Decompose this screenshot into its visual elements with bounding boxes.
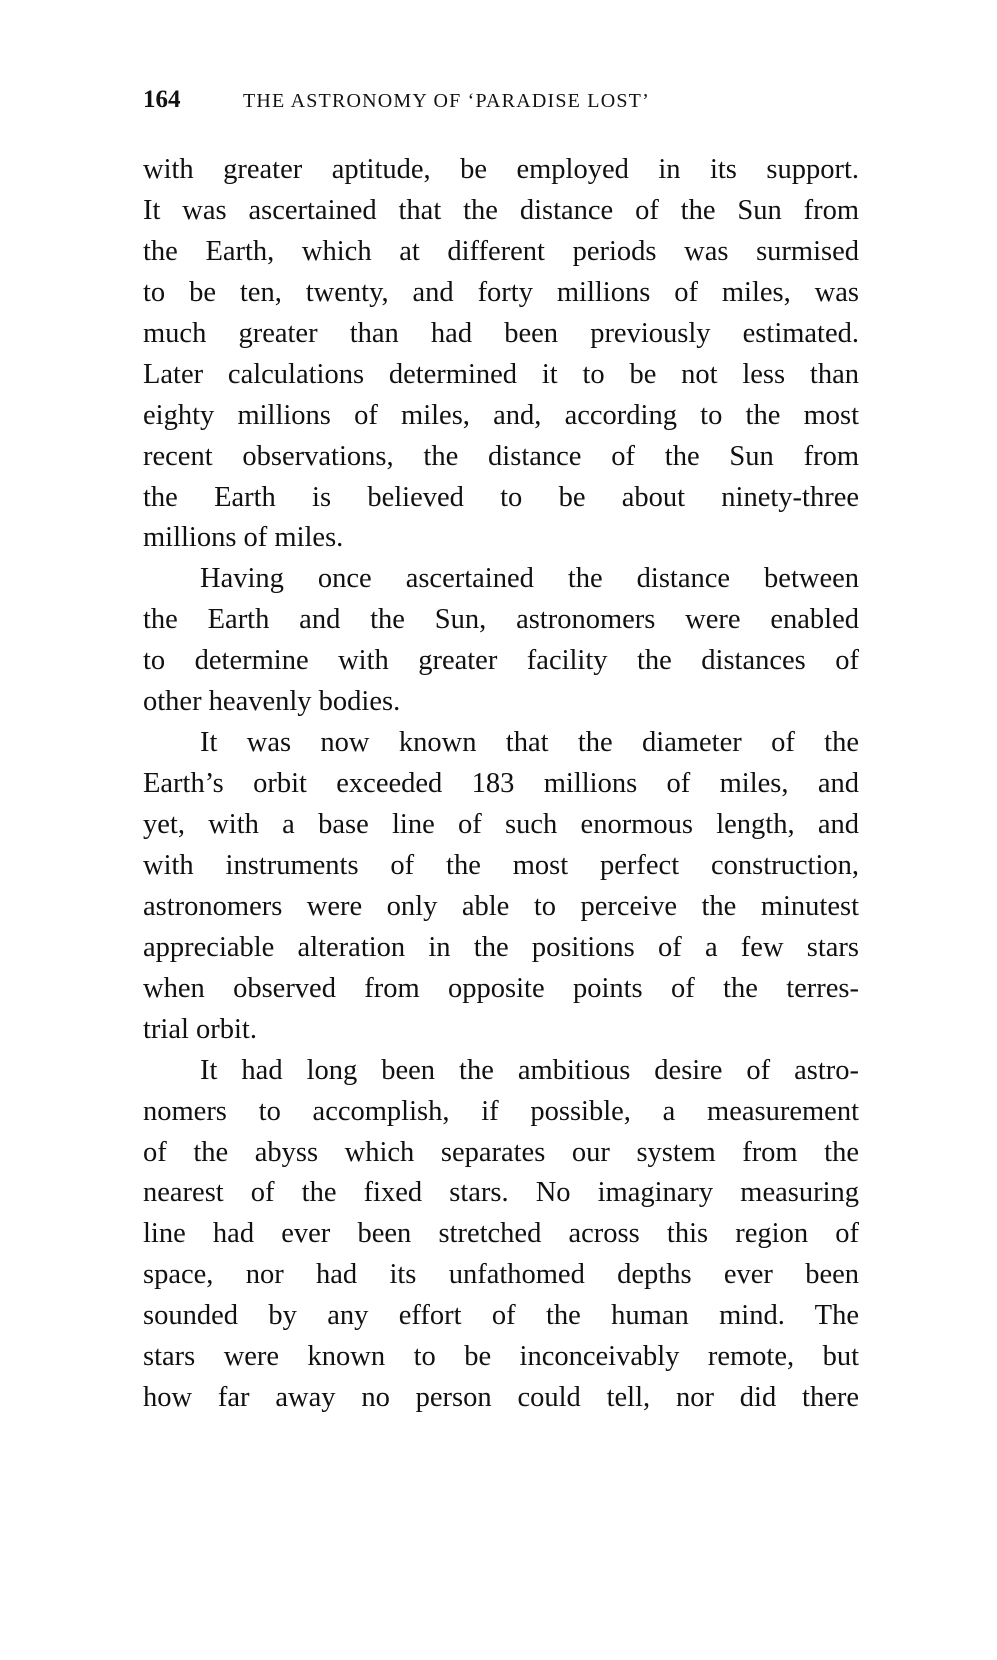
text-line: to determine with greater facility the distances of — [143, 645, 859, 677]
text-line: stars were known to be inconceivably remote, but — [143, 1341, 859, 1373]
text-line: It was now known that the diameter of the — [200, 727, 859, 759]
text-line: the Earth is believed to be about ninety-three — [143, 481, 859, 513]
text-line: Having once ascertained the distance between — [200, 563, 859, 595]
text-line: how far away no person could tell, nor did there — [143, 1382, 859, 1414]
text-line: eighty millions of miles, and, according to the most — [143, 399, 859, 431]
text-line: Later calculations determined it to be not less than — [143, 358, 859, 390]
text-line: It was ascertained that the distance of the Sun from — [143, 194, 859, 226]
text-line: with instruments of the most perfect construction, — [143, 849, 859, 881]
text-line: other heavenly bodies. — [143, 686, 401, 718]
text-line: space, nor had its unfathomed depths ever been — [143, 1259, 859, 1291]
body-text — [143, 150, 859, 1419]
text-line: It had long been the ambitious desire of astro- — [200, 1054, 859, 1086]
text-line: sounded by any effort of the human mind. The — [143, 1300, 859, 1332]
text-line: trial orbit. — [143, 1013, 257, 1045]
text-line: the Earth and the Sun, astronomers were enabled — [143, 604, 859, 636]
text-line: line had ever been stretched across this region of — [143, 1218, 859, 1250]
text-line: recent observations, the distance of the Sun from — [143, 440, 859, 472]
text-line: nearest of the fixed stars. No imaginary measuring — [143, 1177, 859, 1209]
text-line: the Earth, which at different periods was surmised — [143, 235, 859, 267]
text-line: when observed from opposite points of the terres- — [143, 972, 859, 1004]
running-header — [143, 86, 863, 120]
running-title: THE ASTRONOMY OF ‘PARADISE LOST’ — [243, 90, 650, 112]
text-line: of the abyss which separates our system from the — [143, 1136, 859, 1168]
text-line: appreciable alteration in the positions of a few stars — [143, 931, 859, 963]
text-line: millions of miles. — [143, 522, 344, 554]
text-line: with greater aptitude, be employed in its support. — [143, 154, 859, 185]
text-line: much greater than had been previously estimated. — [143, 317, 859, 349]
text-line: Earth’s orbit exceeded 183 millions of miles, and — [143, 768, 859, 800]
text-line: to be ten, twenty, and forty millions of miles, was — [143, 276, 859, 308]
text-line: nomers to accomplish, if possible, a measurement — [143, 1095, 859, 1127]
page-number: 164 — [143, 86, 181, 113]
text-line: astronomers were only able to perceive the minutest — [143, 890, 859, 922]
text-line: yet, with a base line of such enormous length, and — [143, 809, 859, 840]
